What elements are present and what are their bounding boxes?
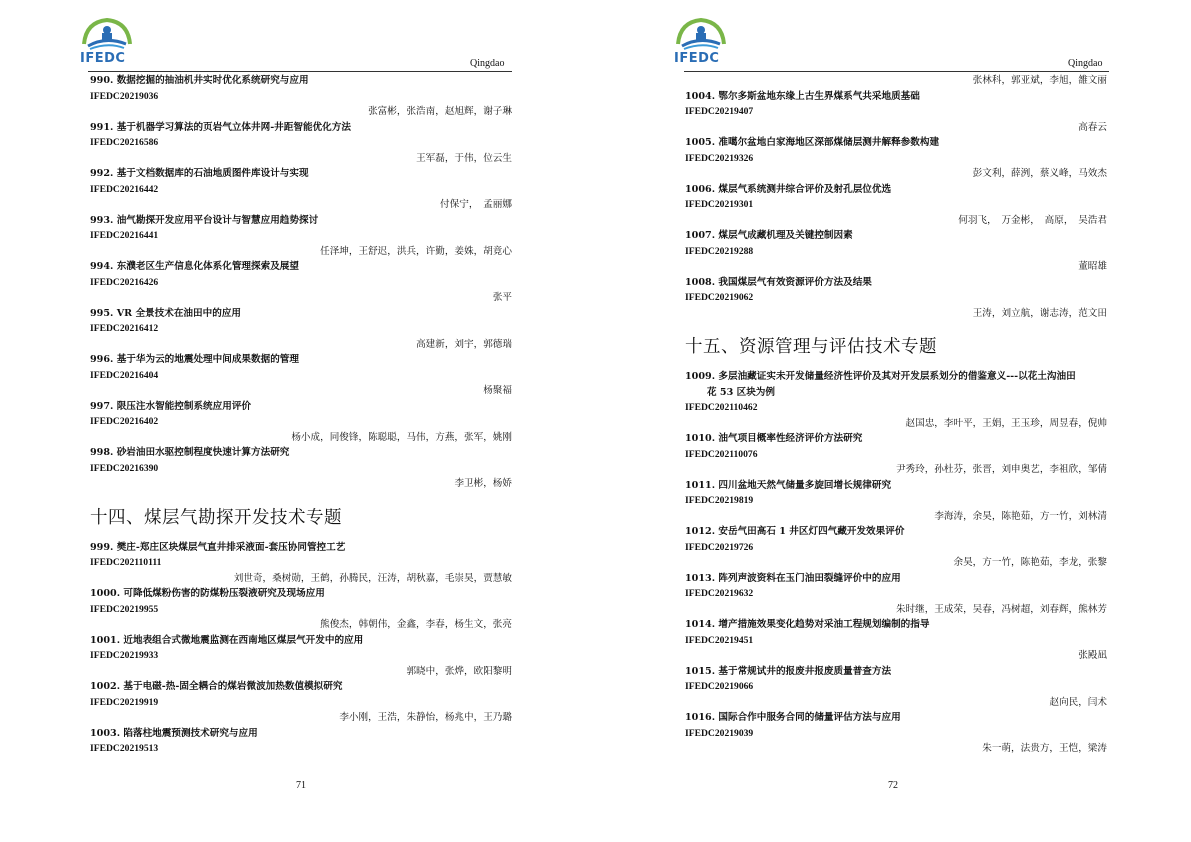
entry-authors: 李小刚，王浩，朱静怡，杨兆中，王乃璐	[339, 712, 512, 723]
entry-authors: 尹秀玲，孙杜芬，张晋，刘申奥艺，李祖欣，邹倩	[895, 464, 1107, 475]
entry-title: 999. 樊庄-郑庄区块煤层气直井排采液面-套压协同管控工艺	[90, 541, 346, 553]
entry-code: IFEDC202110111	[90, 557, 162, 568]
entry-title: 1008. 我国煤层气有效资源评价方法及结果	[685, 276, 872, 288]
entry-code: IFEDC202110076	[685, 448, 758, 460]
entry-authors: 杨聚福	[483, 385, 512, 396]
entry-authors: 任泽坤，王舒迟，洪兵，许勤，姜姝，胡竟心	[320, 245, 512, 257]
entry-code: IFEDC20216426	[90, 276, 159, 288]
entry-title: 1015. 基于常规试井的报废井报废质量普查方法	[685, 665, 892, 677]
entry-code: IFEDC20219036	[90, 90, 159, 102]
entry-title: 994. 东濮老区生产信息化体系化管理探索及展望	[90, 261, 299, 272]
entry-authors: 付保宁， 孟丽娜	[440, 199, 512, 210]
entry-title: 1009. 多层油藏证实未开发储量经济性评价及其对开发层系划分的借鉴意义---以花土沟油田	[685, 371, 1076, 382]
entry-authors: 王军磊，于伟，位云生	[416, 152, 512, 164]
entry-authors: 李海涛，余昊，陈艳茹，方一竹，刘林清	[934, 510, 1107, 522]
ifedc-logo	[76, 14, 138, 70]
entry-title: 1005. 准噶尔盆地白家海地区深部煤储层测井解释参数构建	[685, 137, 940, 148]
entry-title: 998. 砂岩油田水驱控制程度快速计算方法研究	[90, 447, 290, 458]
entry-authors: 熊俊杰，韩朝伟，金鑫，李春，杨生文，张亮	[320, 619, 512, 630]
entry-code: IFEDC20219039	[685, 727, 754, 739]
entry-title: 1004. 鄂尔多斯盆地东缘上古生界煤系气共采地质基础	[685, 90, 920, 102]
entry-title-continued: 花 53 区块为例	[707, 386, 775, 398]
entry-title: 1001. 近地表组合式微地震监测在西南地区煤层气开发中的应用	[90, 634, 364, 646]
entry-code: IFEDC20219919	[90, 696, 159, 708]
entry-title: 996. 基于华为云的地震处理中间成果数据的管理	[90, 354, 299, 365]
header-rule	[684, 71, 1109, 72]
entry-code: IFEDC20216441	[90, 230, 159, 241]
entry-authors: 郭晓中，张烨，欧阳黎明	[406, 665, 512, 677]
entry-title: 1000. 可降低煤粉伤害的防煤粉压裂液研究及现场应用	[90, 588, 325, 599]
entry-authors: 高建新，刘宇，郭德瑞	[416, 338, 512, 350]
entry-authors: 张林科，郭亚斌，李旭，雒文丽	[972, 75, 1107, 86]
entry-code: IFEDC20219933	[90, 650, 159, 661]
entry-code: IFEDC20219326	[685, 152, 754, 164]
entry-code: IFEDC20219513	[90, 743, 159, 754]
entry-title: 1011. 四川盆地天然气储量多旋回增长规律研究	[685, 479, 892, 491]
entry-code: IFEDC20216412	[90, 323, 159, 334]
ifedc-logo	[670, 14, 732, 70]
entry-title: 1002. 基于电磁-热-固全耦合的煤岩微波加热数值模拟研究	[90, 681, 343, 692]
entry-code: IFEDC20219066	[685, 681, 754, 692]
entry-code: IFEDC20216402	[90, 416, 159, 427]
entry-code: IFEDC20219288	[685, 245, 754, 257]
entry-code: IFEDC20219632	[685, 588, 754, 599]
entry-authors: 王涛，刘立航，谢志涛，范文田	[972, 307, 1107, 319]
page-number: 71	[296, 780, 306, 791]
logo-text: IFEDC	[674, 51, 720, 66]
entry-title: 1012. 安岳气田高石 1 井区灯四气藏开发效果评价	[685, 526, 905, 537]
entry-authors: 张富彬，张浩南，赵旭辉，谢子琳	[368, 106, 512, 117]
entry-title: 1016. 国际合作中服务合同的储量评估方法与应用	[685, 712, 901, 723]
section-heading: 十五、资源管理与评估技术专题	[685, 337, 937, 357]
entry-authors: 朱一萌，法贵方，王恺，梁涛	[982, 743, 1107, 754]
entry-code: IFEDC20219726	[685, 541, 754, 553]
header-city: Qingdao	[470, 58, 505, 69]
page-content	[685, 73, 1111, 757]
entry-authors: 何羽飞， 万金彬， 高原， 吴浩君	[958, 214, 1107, 226]
entry-authors: 彭文利，薛洌，蔡义峰，马效杰	[972, 168, 1107, 179]
entry-title: 1006. 煤层气系统测井综合评价及射孔层位优选	[685, 183, 892, 195]
entry-authors: 刘世奇，桑树勋，王鹤，孙腾民，汪涛，胡秋嘉，毛崇昊，贾慧敏	[233, 572, 512, 584]
page-left	[0, 0, 595, 842]
entry-code: IFEDC20216390	[90, 462, 159, 474]
page-number: 72	[888, 780, 898, 791]
entry-title: 1010. 油气项目概率性经济评价方法研究	[685, 433, 863, 444]
header-city: Qingdao	[1068, 58, 1103, 69]
entry-code: IFEDC20219955	[90, 603, 159, 615]
entry-title: 995. VR 全景技术在油田中的应用	[90, 307, 241, 319]
entry-authors: 朱时继，王成荣，吴春，冯树超，刘春辉，熊林芳	[895, 603, 1107, 615]
entry-code: IFEDC20219062	[685, 292, 754, 303]
entry-authors: 李卫彬，杨娇	[454, 478, 512, 489]
entry-code: IFEDC20219301	[685, 199, 754, 210]
entry-title: 1003. 陷落柱地震预测技术研究与应用	[90, 727, 258, 739]
page-content	[90, 73, 516, 757]
entry-title: 1007. 煤层气成藏机理及关键控制因素	[685, 230, 853, 241]
entry-authors: 赵国忠，李叶平，王娟，王玉珍，周昱春，倪帅	[905, 417, 1107, 429]
entry-code: IFEDC20219819	[685, 495, 754, 506]
page-right	[596, 0, 1191, 842]
entry-title: 993. 油气勘探开发应用平台设计与智慧应用趋势探讨	[90, 214, 319, 226]
entry-title: 997. 限压注水智能控制系统应用评价	[90, 400, 252, 412]
entry-authors: 余昊，方一竹，陈艳茹，李龙，张黎	[953, 557, 1107, 568]
entry-authors: 张平	[492, 292, 512, 303]
entry-authors: 张殿凪	[1078, 650, 1107, 661]
entry-authors: 董昭雄	[1078, 261, 1107, 272]
entry-title: 992. 基于文档数据库的石油地质图件库设计与实现	[90, 168, 309, 179]
entry-authors: 赵向民，闫术	[1049, 696, 1107, 708]
logo-text: IFEDC	[80, 51, 126, 66]
entry-title: 1014. 增产措施效果变化趋势对采油工程规划编制的指导	[685, 619, 930, 630]
entry-code: IFEDC202110462	[685, 402, 758, 413]
section-heading: 十四、煤层气勘探开发技术专题	[90, 507, 342, 528]
entry-authors: 高春云	[1078, 121, 1107, 133]
entry-code: IFEDC20216404	[90, 369, 159, 381]
entry-code: IFEDC20216442	[90, 183, 159, 195]
entry-title: 1013. 阵列声波资料在玉门油田裂缝评价中的应用	[685, 572, 901, 584]
entry-code: IFEDC20219407	[685, 106, 754, 117]
entry-code: IFEDC20216586	[90, 137, 159, 148]
entry-code: IFEDC20219451	[685, 634, 754, 646]
entry-authors: 杨小成，同俊锋，陈聪聪，马伟，方燕，张军，姚刚	[291, 431, 512, 443]
entry-title: 991. 基于机器学习算法的页岩气立体井网-井距智能优化方法	[90, 121, 351, 133]
header-rule	[88, 71, 512, 72]
entry-title: 990. 数据挖掘的抽油机井实时优化系统研究与应用	[90, 75, 309, 86]
